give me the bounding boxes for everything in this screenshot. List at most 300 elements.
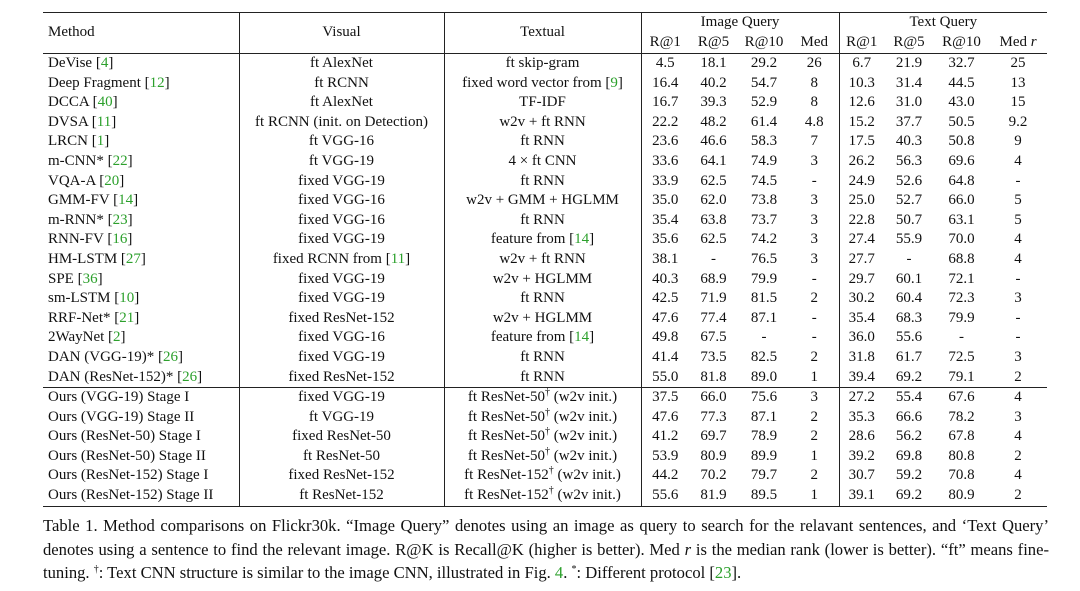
visual-text: ft ResNet-50 [302, 447, 381, 464]
cell-tq-value: 66.0 [948, 192, 975, 209]
cell-tq-value: 78.2 [948, 408, 975, 425]
method-name: sm-LSTM [48, 290, 115, 307]
cell-tq-value: 4 [1014, 152, 1022, 169]
method-name: m-RNN* [48, 211, 108, 228]
cell-tq-value: 5 [1014, 192, 1022, 209]
cell-iq-value: 89.5 [738, 486, 790, 506]
cell-tq-value: 21.9 [895, 55, 923, 71]
cell-iq-value: 73.8 [750, 192, 778, 209]
cell-iq-value: 1 [810, 447, 819, 464]
cell-iq-value: 2 [810, 348, 819, 365]
cell-textual [444, 388, 641, 408]
cell-tq-value: 67.8 [948, 428, 975, 445]
table-row [43, 368, 1047, 388]
table-row [43, 427, 1047, 447]
textual-text: w2v + ft RNN [499, 250, 586, 267]
visual-text: ft AlexNet [310, 55, 373, 71]
header-image-query: Image Query [641, 13, 839, 34]
table-row [43, 93, 1047, 113]
cell-tq-value: 68.3 [895, 309, 923, 326]
cell-iq-value: 62.5 [700, 172, 727, 189]
header-tq-col: R@1 [839, 33, 884, 54]
textual-text: ft ResNet-152 [464, 467, 549, 484]
cell-iq-value: 74.2 [750, 231, 778, 248]
header-tq-col: Med r [989, 33, 1047, 54]
cell-tq-value: 72.1 [948, 270, 975, 287]
cell-iq-value: 81.9 [689, 486, 738, 506]
header-visual: Visual [239, 13, 444, 54]
textual-text: w2v + ft RNN [499, 113, 586, 130]
cell-iq-value: 46.6 [700, 133, 727, 150]
cell-tq-value: 59.2 [895, 467, 923, 484]
cell-tq-value: 15.2 [839, 113, 884, 133]
method-name: DCCA [48, 94, 93, 111]
cell-method: DVSA [11] [48, 113, 117, 130]
cell-tq-value: 60.4 [895, 290, 923, 307]
citation-link[interactable]: 21 [119, 309, 135, 326]
textual-text: ft RNN [520, 368, 565, 385]
cell-tq-value: 63.1 [948, 211, 975, 228]
cell-tq-value: 4 [1014, 428, 1022, 445]
cell-iq-value: 74.9 [750, 152, 778, 169]
cell-iq-value: 33.9 [641, 172, 689, 192]
cell-iq-value: 33.6 [641, 152, 689, 172]
cell-tq-value: 44.5 [948, 74, 975, 91]
cell-tq-value: 13 [1010, 74, 1026, 91]
citation-link[interactable]: 4 [100, 55, 109, 71]
cell-iq-value: 3 [810, 192, 819, 209]
cell-iq-value: 44.2 [641, 466, 689, 486]
cell-tq-value: 29.7 [839, 270, 884, 290]
textual-text: 4 × ft CNN [508, 152, 577, 169]
textual-text: ft RNN [520, 348, 565, 365]
cell-method: GMM-FV [14] [48, 192, 139, 209]
cell-iq-value: 74.5 [750, 172, 778, 189]
cell-tq-value: 50.5 [948, 113, 975, 130]
caption-part-5: : Different protocol [ [576, 563, 715, 583]
cell-tq-value: 10.3 [839, 74, 884, 94]
header-text-query: Text Query [839, 13, 1047, 34]
cell-method: VQA-A [20] [48, 172, 125, 189]
cell-tq-value: 52.7 [895, 192, 923, 209]
cell-method: LRCN [1] [48, 133, 110, 150]
cell-visual: fixed RCNN from [11] [239, 250, 444, 270]
cell-iq-value: 87.1 [750, 408, 778, 425]
textual-text: ft skip-gram [505, 55, 580, 71]
textual-tail: (w2v init.) [553, 467, 621, 484]
cell-textual [444, 152, 641, 172]
cell-iq-value: 68.9 [700, 270, 727, 287]
visual-text: fixed VGG-19 [298, 290, 385, 307]
textual-text: ft RNN [520, 290, 565, 307]
cell-tq-value: 60.1 [895, 270, 923, 287]
cell-textual [444, 113, 641, 133]
cell-method [43, 427, 239, 447]
cell-tq-value: 55.4 [884, 388, 934, 408]
cell-tq-value: 4 [1014, 231, 1022, 248]
cell-iq-value: 47.6 [641, 408, 689, 428]
citation-link[interactable]: 27 [125, 250, 141, 267]
cell-tq-value: 31.8 [839, 348, 884, 368]
citation-link[interactable]: 11 [390, 250, 406, 267]
cell-visual [239, 152, 444, 172]
cell-method: HM-LSTM [27] [48, 250, 146, 267]
textual-tail: (w2v init.) [553, 487, 621, 504]
cell-visual [239, 230, 444, 250]
cell-tq-value: 69.2 [895, 368, 923, 385]
cell-iq-value: 58.3 [750, 133, 778, 150]
visual-text: ft VGG-16 [308, 133, 375, 150]
cell-textual [444, 191, 641, 211]
cell-tq-value: 24.9 [839, 172, 884, 192]
table-body [43, 54, 1047, 507]
cell-textual [444, 466, 641, 486]
dagger-mark: † [545, 406, 550, 418]
cell-method [43, 388, 239, 408]
cell-tq-value: 27.4 [839, 230, 884, 250]
visual-text: ft ResNet-152 [299, 487, 384, 504]
cell-iq-value: 8 [810, 94, 819, 111]
method-name: Ours (ResNet-152) Stage I [48, 467, 209, 484]
cell-iq-value: 71.9 [700, 290, 727, 307]
textual-text: w2v + HGLMM [492, 270, 593, 287]
citation-link[interactable]: 40 [97, 94, 113, 111]
header-tq-col: R@10 [934, 33, 989, 54]
cell-tq-value: 37.7 [895, 113, 923, 130]
visual-text: ft RCNN [314, 74, 369, 91]
visual-text: ft AlexNet [310, 94, 373, 111]
cell-iq-value: 41.2 [641, 427, 689, 447]
cell-iq-value: 54.7 [750, 74, 778, 91]
cell-method: sm-LSTM [10] [48, 290, 140, 307]
cell-iq-value: 40.3 [641, 270, 689, 290]
header-iq-col: R@1 [641, 33, 689, 54]
cell-iq-value: 63.8 [700, 211, 727, 228]
caption-part-1: Table 1. Method comparisons on Flickr30k. “Image Query” denotes using an image as query to search for the relavant sentences, and ‘Text Query’ denotes using a sentence to find the relevant image. R@K is Recall@K (higher is better). Med [43, 516, 1049, 559]
cell-tq-value: 25 [1010, 55, 1026, 71]
cell-iq-value: 29.2 [750, 55, 778, 71]
cell-iq-value: 16.7 [641, 93, 689, 113]
caption-var-r: r [684, 539, 692, 559]
cell-visual [239, 172, 444, 192]
dagger-mark: † [545, 387, 550, 399]
cell-tq-value: 36.0 [839, 328, 884, 348]
cell-iq-value: 76.5 [750, 250, 778, 267]
visual-text: fixed ResNet-152 [288, 368, 395, 385]
cell-iq-value: 78.9 [750, 428, 778, 445]
cell-tq-value: 43.0 [948, 94, 975, 111]
citation-link[interactable]: 26 [162, 348, 178, 365]
cell-visual [239, 408, 444, 428]
cell-iq-value: 79.9 [750, 270, 778, 287]
table-row [43, 191, 1047, 211]
cell-textual [444, 486, 641, 506]
cell-textual [444, 172, 641, 192]
citation-link[interactable]: 14 [118, 192, 134, 209]
cell-tq-value: 2 [1014, 447, 1022, 464]
table-caption [43, 514, 1049, 585]
citation-link[interactable]: 16 [112, 231, 128, 248]
table-row [43, 113, 1047, 133]
method-name: Ours (VGG-19) Stage I [48, 389, 190, 406]
cell-method: m-CNN* [22] [48, 152, 133, 169]
textual-tail: (w2v init.) [550, 447, 618, 464]
table-row [43, 172, 1047, 192]
cell-iq-value: 37.5 [641, 388, 689, 408]
table-row [43, 54, 1047, 74]
cell-iq-value: 35.0 [641, 191, 689, 211]
cell-iq-value: - [761, 329, 767, 346]
cell-iq-value: 42.5 [641, 289, 689, 309]
cell-visual [239, 328, 444, 348]
visual-text: ft RCNN (init. on Detection) [255, 113, 428, 130]
caption-cite-link[interactable]: 23 [714, 563, 732, 583]
method-name: VQA-A [48, 172, 100, 189]
textual-text: ft ResNet-50 [467, 447, 545, 464]
cell-textual [444, 270, 641, 290]
cell-method: DeVise [4] [48, 55, 114, 71]
cell-iq-value: 16.4 [641, 74, 689, 94]
cell-tq-value: 2 [1014, 368, 1022, 385]
table-row [43, 466, 1047, 486]
visual-text: fixed VGG-19 [298, 172, 385, 189]
cell-iq-value: - [811, 270, 817, 287]
table-row [43, 348, 1047, 368]
cell-tq-value: 50.8 [948, 133, 975, 150]
citation-link[interactable]: 20 [104, 172, 120, 189]
table-row [43, 289, 1047, 309]
cell-iq-value: 89.9 [750, 447, 778, 464]
cell-tq-value: 22.8 [839, 211, 884, 231]
table-row [43, 250, 1047, 270]
cell-iq-value: 3 [810, 211, 819, 228]
cell-textual [444, 368, 641, 388]
table-row [43, 328, 1047, 348]
textual-text: feature from [490, 231, 570, 248]
textual-text: ft ResNet-50 [467, 389, 545, 406]
cell-visual [239, 368, 444, 388]
citation-link[interactable]: 23 [112, 211, 128, 228]
textual-text: feature from [490, 329, 570, 346]
cell-iq-value: 23.6 [641, 132, 689, 152]
cell-method: 2WayNet [2] [48, 329, 126, 346]
cell-method [43, 466, 239, 486]
cell-iq-value: 39.3 [700, 94, 727, 111]
cell-iq-value: 53.9 [641, 447, 689, 467]
cell-iq-value: 73.5 [700, 348, 727, 365]
cell-iq-value: 49.8 [641, 328, 689, 348]
cell-iq-value: 52.9 [750, 94, 778, 111]
citation-link[interactable]: 14 [574, 231, 590, 248]
cell-textual [444, 54, 641, 74]
cell-visual [239, 447, 444, 467]
cell-tq-value: 2 [989, 486, 1047, 506]
table-row [43, 211, 1047, 231]
cell-iq-value: 4.8 [804, 113, 824, 130]
cell-iq-value: 2 [810, 428, 819, 445]
cell-iq-value: 87.1 [750, 309, 778, 326]
cell-iq-value: 35.4 [641, 211, 689, 231]
cell-tq-value: 31.4 [895, 74, 923, 91]
cell-textual [444, 408, 641, 428]
cell-tq-value: 68.8 [948, 250, 975, 267]
visual-text: fixed RCNN from [272, 250, 386, 267]
cell-iq-value: 61.4 [750, 113, 778, 130]
cell-tq-value: 4 [1014, 467, 1022, 484]
cell-visual [239, 191, 444, 211]
method-name: LRCN [48, 133, 92, 150]
header-method: Method [43, 13, 239, 54]
method-name: m-CNN* [48, 152, 108, 169]
visual-text: fixed VGG-19 [298, 231, 385, 248]
cell-tq-value: 66.6 [895, 408, 923, 425]
cell-tq-value: 72.5 [948, 348, 975, 365]
table-row [43, 230, 1047, 250]
method-name: Ours (ResNet-152) Stage II [48, 487, 214, 504]
dagger-mark: † [545, 426, 550, 438]
cell-tq-value: - [906, 250, 912, 267]
citation-link[interactable]: 22 [112, 152, 128, 169]
cell-iq-value: 1 [790, 486, 839, 506]
table-row [43, 132, 1047, 152]
cell-textual [444, 309, 641, 329]
results-table [43, 12, 1047, 507]
visual-text: fixed ResNet-50 [292, 428, 391, 445]
cell-iq-value: 35.6 [641, 230, 689, 250]
citation-link[interactable]: 12 [149, 74, 165, 91]
citation-link[interactable]: 26 [182, 368, 198, 385]
cell-iq-value: 81.8 [700, 368, 727, 385]
textual-tail: (w2v init.) [550, 389, 618, 406]
cell-tq-value: 79.9 [948, 309, 975, 326]
cell-tq-value: 35.4 [839, 309, 884, 329]
cell-textual: feature from [14] [444, 328, 641, 348]
cell-tq-value: 56.2 [895, 428, 923, 445]
citation-link[interactable]: 36 [82, 270, 98, 287]
cell-tq-value: 80.9 [934, 486, 989, 506]
citation-link[interactable]: 10 [119, 290, 135, 307]
cell-method: RRF-Net* [21] [48, 309, 140, 326]
cell-tq-value: 61.7 [895, 348, 923, 365]
cell-textual [444, 447, 641, 467]
caption-fig-link[interactable]: 4 [554, 563, 564, 583]
method-name: Deep Fragment [48, 74, 145, 91]
visual-text: fixed VGG-19 [298, 389, 385, 406]
cell-tq-value: - [1015, 270, 1021, 287]
cell-tq-value: 3 [1014, 348, 1022, 365]
cell-tq-value: 50.7 [895, 211, 923, 228]
table-row [43, 74, 1047, 94]
visual-text: fixed VGG-19 [298, 270, 385, 287]
cell-tq-value: 30.2 [839, 289, 884, 309]
cell-tq-value: 30.7 [839, 466, 884, 486]
cell-iq-value: 48.2 [700, 113, 727, 130]
cell-method [43, 486, 239, 506]
citation-link[interactable]: 1 [96, 133, 105, 150]
cell-iq-value: 3 [810, 250, 819, 267]
cell-iq-value: 3 [790, 388, 839, 408]
cell-textual [444, 211, 641, 231]
citation-link[interactable]: 14 [574, 329, 590, 346]
visual-text: fixed VGG-16 [298, 211, 385, 228]
header-iq-col: R@10 [738, 33, 790, 54]
visual-text: ft VGG-19 [308, 152, 375, 169]
table-row [43, 408, 1047, 428]
table-header [43, 13, 1047, 54]
visual-text: fixed ResNet-152 [288, 309, 395, 326]
cell-iq-value: 89.0 [750, 368, 778, 385]
table-row [43, 152, 1047, 172]
table-row [43, 309, 1047, 329]
cell-tq-value: 70.0 [948, 231, 975, 248]
method-name: DVSA [48, 113, 92, 130]
header-textual: Textual [444, 13, 641, 54]
cell-iq-value: 73.7 [750, 211, 778, 228]
textual-text: w2v + HGLMM [492, 309, 593, 326]
textual-text: ft ResNet-50 [467, 428, 545, 445]
cell-visual [239, 466, 444, 486]
cell-textual [444, 289, 641, 309]
citation-link[interactable]: 11 [96, 113, 112, 130]
cell-iq-value: 38.1 [641, 250, 689, 270]
cell-iq-value: 3 [810, 152, 819, 169]
caption-part-4: . [563, 563, 572, 583]
cell-tq-value: 52.6 [895, 172, 923, 189]
cell-iq-value: 55.6 [641, 486, 689, 506]
cell-tq-value: 79.1 [948, 368, 975, 385]
cell-iq-value: 8 [810, 74, 819, 91]
citation-link[interactable]: 9 [610, 74, 618, 91]
cell-method: DCCA [40] [48, 94, 118, 111]
cell-tq-value: 9 [1014, 133, 1022, 150]
cell-tq-value: 4 [1014, 250, 1022, 267]
cell-iq-value: 82.5 [750, 348, 778, 365]
cell-visual [239, 74, 444, 94]
cell-tq-value: 3 [1014, 290, 1022, 307]
cell-iq-value: 3 [810, 231, 819, 248]
method-name: DAN (ResNet-152)* [48, 368, 178, 385]
cell-visual [239, 211, 444, 231]
cell-tq-value: 69.8 [895, 447, 923, 464]
cell-tq-value: 67.6 [934, 388, 989, 408]
cell-visual [239, 93, 444, 113]
cell-iq-value: 40.2 [700, 74, 727, 91]
cell-tq-value: 9.2 [1008, 113, 1028, 130]
cell-tq-value: 55.9 [895, 231, 923, 248]
cell-method: SPE [36] [48, 270, 103, 287]
cell-tq-value: 28.6 [839, 427, 884, 447]
method-name: GMM-FV [48, 192, 114, 209]
header-iq-col: R@5 [689, 33, 738, 54]
table-row [43, 447, 1047, 467]
cell-iq-value: 75.6 [738, 388, 790, 408]
cell-textual [444, 132, 641, 152]
cell-iq-value: - [811, 329, 817, 346]
cell-method: RNN-FV [16] [48, 231, 133, 248]
table-row [43, 270, 1047, 290]
cell-tq-value: 40.3 [895, 133, 923, 150]
method-name: 2WayNet [48, 329, 109, 346]
citation-link[interactable]: 2 [113, 329, 121, 346]
textual-tail: (w2v init.) [550, 428, 618, 445]
cell-iq-value: 2 [810, 467, 819, 484]
cell-method: DAN (VGG-19)* [26] [48, 348, 183, 365]
cell-iq-value: - [711, 250, 716, 267]
cell-visual [239, 388, 444, 408]
textual-text: ft RNN [520, 133, 565, 150]
textual-text: ft ResNet-50 [467, 408, 545, 425]
cell-tq-value: 12.6 [839, 93, 884, 113]
